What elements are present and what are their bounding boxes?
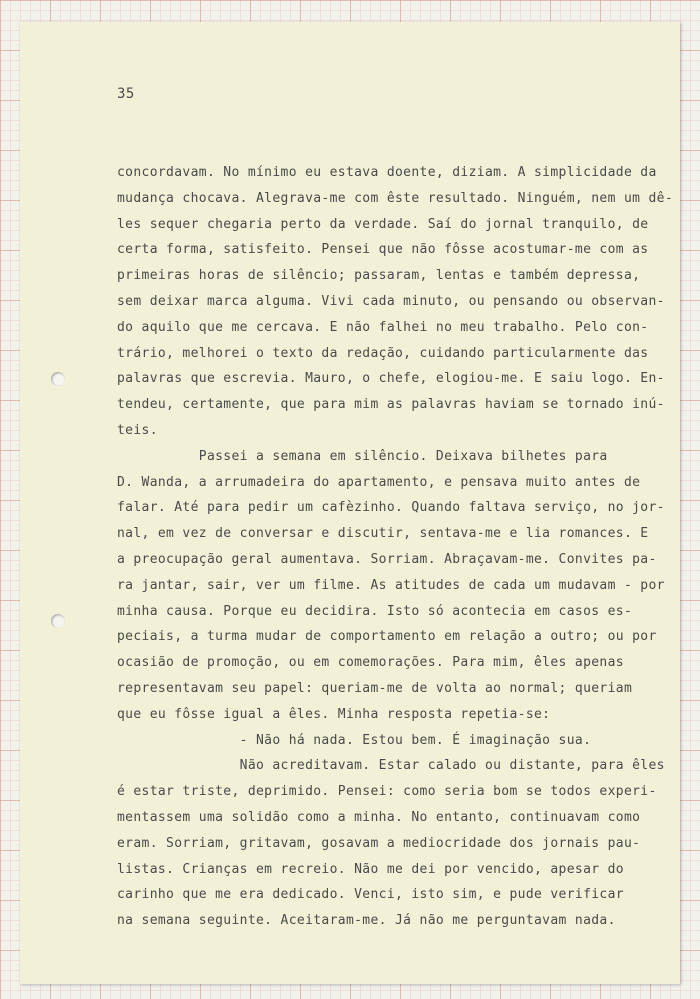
text-line: concordavam. No mínimo eu estava doente, diziam. A simplicidade da bbox=[117, 165, 657, 180]
text-line: minha causa. Porque eu decidira. Isto só acontecia em casos es- bbox=[117, 603, 633, 619]
text-line: eram. Sorriam, gritavam, gosavam a mediocridade dos jornais pau- bbox=[117, 835, 641, 851]
text-line: trário, melhorei o texto da redação, cuidando particularmente das bbox=[117, 345, 649, 361]
text-line: D. Wanda, a arrumadeira do apartamento, e pensava muito antes de bbox=[117, 474, 641, 490]
text-line: les sequer chegaria perto da verdade. Saí do jornal tranquilo, de bbox=[117, 216, 649, 232]
text-line: Não acreditavam. Estar calado ou distante, para êles bbox=[117, 758, 665, 774]
text-line: sem deixar marca alguma. Vivi cada minuto, ou pensando ou observan- bbox=[117, 293, 665, 309]
text-line: carinho que me era dedicado. Venci, isto sim, e pude verificar bbox=[117, 887, 624, 903]
text-line: representavam seu papel: queriam-me de volta ao normal; queriam bbox=[117, 680, 633, 696]
text-line: teis. bbox=[117, 422, 158, 438]
text-line: certa forma, satisfeito. Pensei que não fôsse acostumar-me com as bbox=[117, 242, 649, 258]
body-text bbox=[117, 160, 674, 934]
text-line: tendeu, certamente, que para mim as palavras haviam se tornado inú- bbox=[117, 397, 665, 413]
text-line: falar. Até para pedir um cafèzinho. Quando faltava serviço, no jor- bbox=[117, 500, 665, 516]
text-line: listas. Crianças em recreio. Não me dei por vencido, apesar do bbox=[117, 861, 624, 877]
text-line: mentassem uma solidão como a minha. No entanto, continuavam como bbox=[117, 809, 641, 825]
text-line: mudança chocava. Alegrava-me com êste resultado. Ninguém, nem um dê- bbox=[117, 190, 674, 206]
text-line: na semana seguinte. Aceitaram-me. Já não me perguntavam nada. bbox=[117, 913, 616, 929]
text-line: nal, em vez de conversar e discutir, sentava-me e lia romances. E bbox=[117, 526, 649, 542]
text-line: é estar triste, deprimido. Pensei: como seria bom se todos experi- bbox=[117, 784, 657, 800]
punch-hole bbox=[51, 614, 65, 628]
text-line: ocasião de promoção, ou em comemorações. Para mim, êles apenas bbox=[117, 655, 624, 671]
text-line: - Não há nada. Estou bem. É imaginação sua. bbox=[117, 732, 592, 748]
page-number: 35 bbox=[117, 86, 135, 102]
text-line: peciais, a turma mudar de comportamento em relação a outro; ou por bbox=[117, 629, 657, 645]
punch-hole bbox=[51, 372, 65, 386]
text-line: que eu fôsse igual a êles. Minha resposta repetia-se: bbox=[117, 706, 551, 722]
text-line: do aquilo que me cercava. E não falhei no meu trabalho. Pelo con- bbox=[117, 319, 649, 335]
text-line: Passei a semana em silêncio. Deixava bilhetes para bbox=[117, 448, 608, 464]
text-line: ra jantar, sair, ver um filme. As atitudes de cada um mudavam - por bbox=[117, 577, 665, 593]
text-line: primeiras horas de silêncio; passaram, lentas e também depressa, bbox=[117, 268, 641, 284]
text-line: palavras que escrevia. Mauro, o chefe, elogiou-me. E saiu logo. En- bbox=[117, 371, 665, 387]
text-line: a preocupação geral aumentava. Sorriam. Abraçavam-me. Convites pa- bbox=[117, 551, 657, 567]
